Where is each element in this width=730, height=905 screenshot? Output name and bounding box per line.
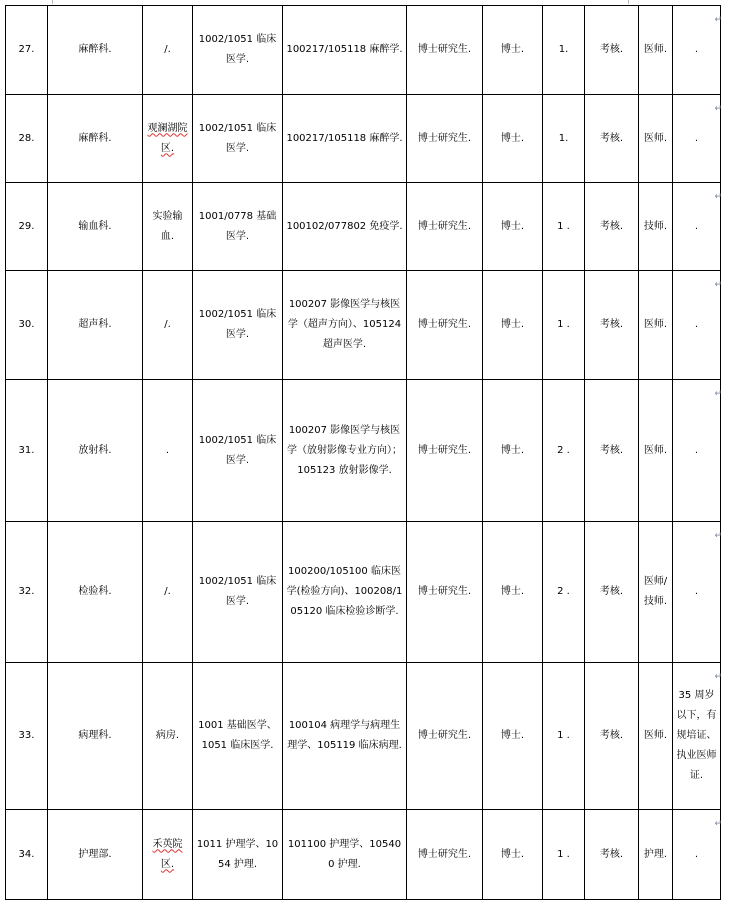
department-cell	[48, 95, 143, 183]
degree-cell	[483, 6, 543, 95]
second-discipline-cell	[283, 663, 407, 810]
paragraph-mark-icon: ↵	[714, 389, 722, 399]
education: 博士研究生.	[417, 586, 472, 597]
method-cell	[585, 183, 639, 271]
first-discipline-cell	[193, 95, 283, 183]
remarks: .	[694, 44, 699, 55]
remarks-cell	[673, 663, 721, 810]
education-cell	[407, 271, 483, 380]
job-title-cell	[639, 183, 673, 271]
job-title-cell	[639, 380, 673, 522]
first-discipline: 1002/1051 临床医学.	[198, 309, 277, 340]
second-discipline-cell	[283, 6, 407, 95]
table-row	[6, 6, 721, 95]
degree-cell	[483, 522, 543, 663]
department: 放射科.	[78, 444, 112, 456]
recruitment-table	[5, 5, 721, 900]
table-row	[6, 271, 721, 380]
campus-cell	[143, 380, 193, 522]
row-number: 32.	[18, 586, 35, 597]
degree: 博士.	[500, 730, 525, 741]
method: 考核.	[599, 44, 624, 55]
headcount-cell	[543, 380, 585, 522]
headcount: 1 .	[557, 319, 570, 330]
education: 博士研究生.	[417, 44, 472, 55]
second-discipline: 100104 病理学与病理生理学、105119 临床病理.	[287, 720, 402, 751]
campus: 禾英院区.	[152, 838, 183, 870]
second-discipline: 100102/077802 免疫学.	[286, 220, 403, 232]
degree-cell	[483, 663, 543, 810]
campus-cell	[143, 810, 193, 900]
first-discipline-cell	[193, 271, 283, 380]
first-discipline: 1002/1051 临床医学.	[198, 122, 277, 154]
method-cell	[585, 95, 639, 183]
row-number-cell	[6, 663, 48, 810]
method-cell	[585, 380, 639, 522]
campus: .	[165, 444, 170, 456]
row-number: 29.	[18, 220, 35, 232]
headcount-cell	[543, 271, 585, 380]
campus: 实验输血.	[152, 210, 183, 242]
table-row	[6, 183, 721, 271]
top-edge-mark-left	[52, 0, 53, 4]
headcount: 1 .	[557, 730, 570, 741]
degree: 博士.	[500, 132, 525, 144]
department-cell	[48, 183, 143, 271]
paragraph-mark-icon: ↵	[714, 672, 722, 682]
education-cell	[407, 810, 483, 900]
method-cell	[585, 663, 639, 810]
campus-cell	[143, 6, 193, 95]
headcount: 2 .	[557, 586, 570, 597]
degree-cell	[483, 380, 543, 522]
job-title: 医师/技师.	[643, 576, 668, 607]
remarks-cell	[673, 95, 721, 183]
department-cell	[48, 6, 143, 95]
method-cell	[585, 522, 639, 663]
department-cell	[48, 380, 143, 522]
education-cell	[407, 95, 483, 183]
paragraph-mark-icon: ↵	[714, 192, 722, 202]
headcount: 1.	[558, 44, 569, 55]
second-discipline: 100217/105118 麻醉学.	[286, 44, 403, 55]
second-discipline: 101100 护理学、105400 护理.	[287, 838, 402, 870]
second-discipline-cell	[283, 271, 407, 380]
second-discipline-cell	[283, 183, 407, 271]
second-discipline: 100217/105118 麻醉学.	[286, 132, 403, 144]
department-cell	[48, 663, 143, 810]
campus: /.	[164, 319, 171, 330]
remarks: .	[694, 444, 699, 456]
department: 超声科.	[78, 319, 112, 330]
table-row	[6, 522, 721, 663]
remarks-cell	[673, 6, 721, 95]
first-discipline: 1001 基础医学、1051 临床医学.	[198, 720, 277, 751]
paragraph-mark-icon: ↵	[714, 104, 722, 114]
education-cell	[407, 6, 483, 95]
paragraph-mark-icon: ↵	[714, 819, 722, 829]
job-title: 技师.	[643, 220, 668, 232]
campus: /.	[164, 44, 171, 55]
job-title-cell	[639, 663, 673, 810]
job-title: 医师.	[643, 444, 668, 456]
campus: 病房.	[155, 730, 180, 741]
first-discipline: 1002/1051 临床医学.	[198, 576, 277, 607]
table-row	[6, 663, 721, 810]
job-title: 医师.	[643, 730, 668, 741]
method: 考核.	[599, 848, 624, 860]
education: 博士研究生.	[417, 730, 472, 741]
second-discipline: 100200/105100 临床医学(检验方向)、100208/105120 临床检验诊断学.	[286, 566, 403, 617]
second-discipline: 100207 影像医学与核医学（放射影像专业方向）；105123 放射影像学.	[287, 424, 402, 476]
method: 考核.	[599, 586, 624, 597]
method-cell	[585, 810, 639, 900]
top-edge-mark-right	[628, 0, 629, 4]
campus-cell	[143, 183, 193, 271]
department: 输血科.	[78, 220, 112, 232]
campus: 观澜湖院区.	[147, 122, 188, 154]
department: 检验科.	[78, 586, 112, 597]
row-number-cell	[6, 95, 48, 183]
campus-cell	[143, 95, 193, 183]
campus-cell	[143, 663, 193, 810]
education: 博士研究生.	[417, 444, 472, 456]
campus-cell	[143, 271, 193, 380]
degree-cell	[483, 810, 543, 900]
headcount: 2 .	[557, 444, 570, 456]
education: 博士研究生.	[417, 132, 472, 144]
method: 考核.	[599, 319, 624, 330]
method: 考核.	[599, 132, 624, 144]
degree: 博士.	[500, 319, 525, 330]
row-number: 28.	[18, 132, 35, 144]
job-title-cell	[639, 522, 673, 663]
department: 麻醉科.	[78, 44, 112, 55]
degree: 博士.	[500, 444, 525, 456]
job-title-cell	[639, 271, 673, 380]
row-number: 27.	[18, 44, 35, 55]
headcount: 1 .	[557, 220, 570, 232]
first-discipline: 1002/1051 临床医学.	[198, 434, 277, 466]
remarks-cell	[673, 380, 721, 522]
job-title: 医师.	[643, 319, 668, 330]
job-title-cell	[639, 810, 673, 900]
paragraph-mark-icon: ↵	[714, 531, 722, 541]
department: 麻醉科.	[78, 132, 112, 144]
department-cell	[48, 522, 143, 663]
remarks: .	[694, 586, 699, 597]
row-number-cell	[6, 183, 48, 271]
degree: 博士.	[500, 220, 525, 232]
remarks: .	[694, 220, 699, 232]
headcount: 1.	[558, 132, 569, 144]
first-discipline: 1002/1051 临床医学.	[198, 34, 277, 65]
first-discipline: 1001/0778 基础医学.	[198, 210, 277, 242]
headcount-cell	[543, 810, 585, 900]
headcount-cell	[543, 6, 585, 95]
method-cell	[585, 271, 639, 380]
method-cell	[585, 6, 639, 95]
remarks-cell	[673, 183, 721, 271]
campus: /.	[164, 586, 171, 597]
row-number: 34.	[18, 848, 35, 860]
department: 病理科.	[78, 730, 112, 741]
method: 考核.	[599, 444, 624, 456]
degree: 博士.	[500, 586, 525, 597]
department-cell	[48, 271, 143, 380]
job-title: 医师.	[643, 44, 668, 55]
method: 考核.	[599, 730, 624, 741]
education: 博士研究生.	[417, 319, 472, 330]
row-number-cell	[6, 271, 48, 380]
first-discipline-cell	[193, 6, 283, 95]
degree: 博士.	[500, 848, 525, 860]
headcount-cell	[543, 663, 585, 810]
paragraph-mark-icon: ↵	[714, 15, 722, 25]
first-discipline-cell	[193, 663, 283, 810]
table-row	[6, 95, 721, 183]
degree-cell	[483, 183, 543, 271]
second-discipline-cell	[283, 380, 407, 522]
remarks-cell	[673, 522, 721, 663]
first-discipline-cell	[193, 380, 283, 522]
remarks: .	[694, 319, 699, 330]
row-number: 33.	[18, 730, 35, 741]
table-row	[6, 810, 721, 900]
education-cell	[407, 183, 483, 271]
job-title-cell	[639, 95, 673, 183]
education-cell	[407, 663, 483, 810]
education: 博士研究生.	[417, 220, 472, 232]
education-cell	[407, 522, 483, 663]
headcount-cell	[543, 183, 585, 271]
row-number-cell	[6, 380, 48, 522]
first-discipline: 1011 护理学、1054 护理.	[196, 838, 279, 870]
first-discipline-cell	[193, 522, 283, 663]
headcount-cell	[543, 95, 585, 183]
department: 护理部.	[78, 848, 112, 860]
education-cell	[407, 380, 483, 522]
second-discipline-cell	[283, 522, 407, 663]
education: 博士研究生.	[417, 848, 472, 860]
campus-cell	[143, 522, 193, 663]
headcount-cell	[543, 522, 585, 663]
row-number: 30.	[18, 319, 35, 330]
paragraph-mark-icon: ↵	[714, 280, 722, 290]
second-discipline: 100207 影像医学与核医学（超声方向）、105124 超声医学.	[287, 299, 402, 350]
row-number: 31.	[18, 444, 35, 456]
job-title-cell	[639, 6, 673, 95]
second-discipline-cell	[283, 95, 407, 183]
first-discipline-cell	[193, 183, 283, 271]
second-discipline-cell	[283, 810, 407, 900]
remarks-cell	[673, 810, 721, 900]
table-row	[6, 380, 721, 522]
remarks: 35 周岁以下，有规培证、执业医师证.	[676, 690, 717, 781]
row-number-cell	[6, 522, 48, 663]
job-title: 护理.	[643, 848, 668, 860]
method: 考核.	[599, 220, 624, 232]
row-number-cell	[6, 810, 48, 900]
remarks: .	[694, 848, 699, 860]
remarks: .	[694, 132, 699, 144]
degree-cell	[483, 95, 543, 183]
job-title: 医师.	[643, 132, 668, 144]
headcount: 1 .	[557, 848, 570, 860]
row-number-cell	[6, 6, 48, 95]
department-cell	[48, 810, 143, 900]
first-discipline-cell	[193, 810, 283, 900]
remarks-cell	[673, 271, 721, 380]
degree-cell	[483, 271, 543, 380]
degree: 博士.	[500, 44, 525, 55]
